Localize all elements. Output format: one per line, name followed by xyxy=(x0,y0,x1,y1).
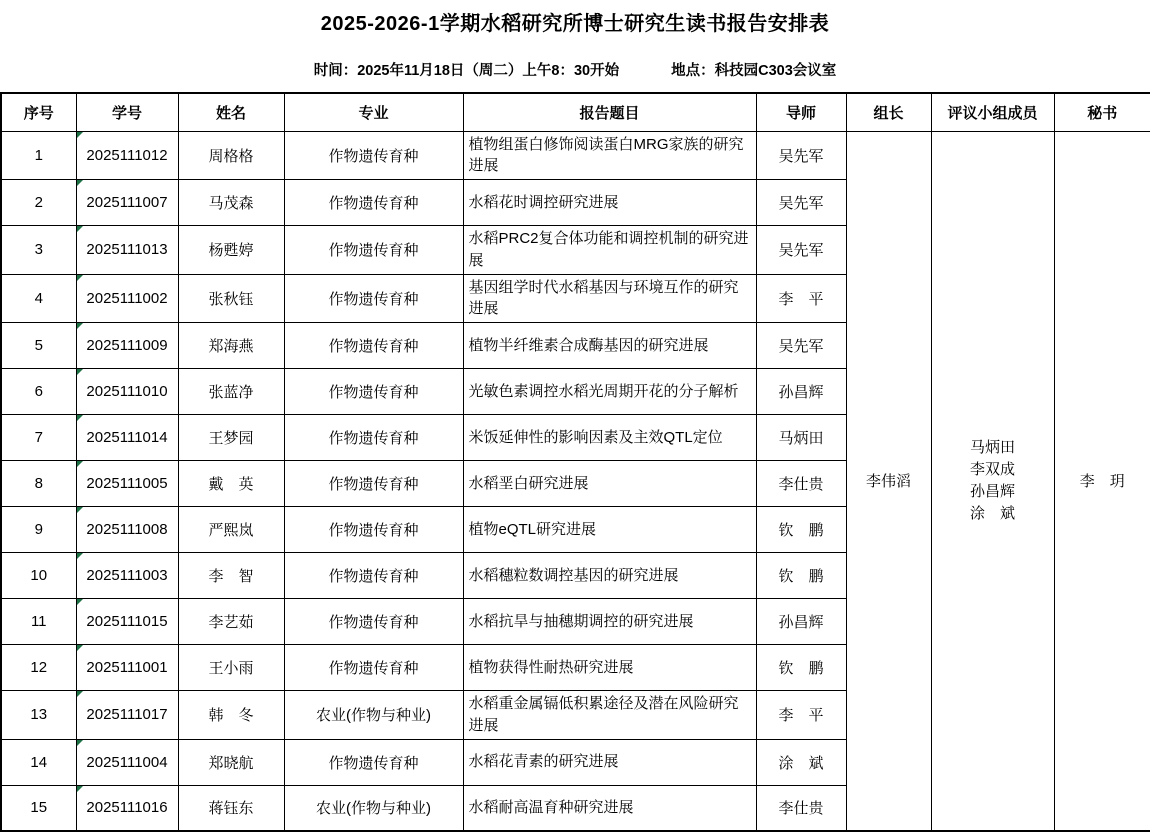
reviewer-name: 孙昌辉 xyxy=(969,482,1015,500)
supervisor-cell: 孙昌辉 xyxy=(756,599,846,645)
row-number-cell: 13 xyxy=(1,691,76,740)
row-number-cell: 4 xyxy=(1,274,76,323)
major-cell: 作物遗传育种 xyxy=(284,131,463,180)
topic-cell: 米饭延伸性的影响因素及主效QTL定位 xyxy=(463,415,756,461)
student-id-value: 2025111009 xyxy=(86,337,168,354)
reviewer-name: 李双成 xyxy=(969,460,1015,478)
supervisor-cell: 李仕贵 xyxy=(756,785,846,831)
student-id-value: 2025111002 xyxy=(86,289,168,307)
schedule-table xyxy=(0,92,1150,832)
supervisor-cell: 吴先军 xyxy=(756,131,846,180)
student-name-cell: 杨甦婷 xyxy=(178,226,284,275)
header-name: 姓名 xyxy=(178,93,284,131)
major-cell: 作物遗传育种 xyxy=(284,415,463,461)
student-id-value: 2025111003 xyxy=(86,567,168,584)
row-number-cell: 3 xyxy=(1,226,76,275)
page-title: 2025-2026-1学期水稻研究所博士研究生读书报告安排表 xyxy=(320,13,830,35)
text-format-marker-icon xyxy=(77,786,83,792)
major-cell: 作物遗传育种 xyxy=(284,226,463,275)
major-cell: 作物遗传育种 xyxy=(284,180,463,226)
row-number-cell: 7 xyxy=(1,415,76,461)
major-cell: 农业(作物与种业) xyxy=(284,691,463,740)
major-cell: 作物遗传育种 xyxy=(284,645,463,691)
supervisor-cell: 钦 鹏 xyxy=(756,553,846,599)
student-id-cell xyxy=(76,131,178,180)
supervisor-cell: 钦 鹏 xyxy=(756,645,846,691)
student-name-cell: 蒋钰东 xyxy=(178,785,284,831)
reviewer-name: 涂 斌 xyxy=(969,504,1015,522)
topic-cell: 水稻耐高温育种研究进展 xyxy=(463,785,756,831)
topic-cell: 水稻重金属镉低积累途径及潜在风险研究进展 xyxy=(463,691,756,740)
supervisor-cell: 吴先军 xyxy=(756,226,846,275)
student-name-cell: 张秋钰 xyxy=(178,274,284,323)
major-cell: 作物遗传育种 xyxy=(284,369,463,415)
student-id-value: 2025111004 xyxy=(86,753,168,771)
supervisor-cell: 马炳田 xyxy=(756,415,846,461)
text-format-marker-icon xyxy=(77,415,83,421)
topic-cell: 水稻抗旱与抽穗期调控的研究进展 xyxy=(463,599,756,645)
major-cell: 作物遗传育种 xyxy=(284,507,463,553)
supervisor-cell: 李 平 xyxy=(756,691,846,740)
major-cell: 作物遗传育种 xyxy=(284,461,463,507)
supervisor-cell: 吴先军 xyxy=(756,323,846,369)
topic-cell: 水稻穗粒数调控基因的研究进展 xyxy=(463,553,756,599)
student-id-cell xyxy=(76,691,178,740)
supervisor-cell: 李 平 xyxy=(756,274,846,323)
text-format-marker-icon xyxy=(77,323,83,329)
header-major: 专业 xyxy=(284,93,463,131)
schedule-meta xyxy=(0,59,1150,80)
student-id-value: 2025111014 xyxy=(86,429,168,446)
header-reviewers: 评议小组成员 xyxy=(931,93,1054,131)
row-number-cell: 8 xyxy=(1,461,76,507)
student-id-value: 2025111016 xyxy=(86,799,168,817)
student-id-cell xyxy=(76,323,178,369)
student-id-value: 2025111013 xyxy=(86,241,168,259)
student-id-cell xyxy=(76,180,178,226)
student-name-cell: 戴 英 xyxy=(178,461,284,507)
student-id-cell xyxy=(76,274,178,323)
student-id-cell xyxy=(76,785,178,831)
topic-cell: 水稻花时调控研究进展 xyxy=(463,180,756,226)
report-schedule-page xyxy=(0,7,1150,832)
student-id-value: 2025111012 xyxy=(86,146,168,164)
row-number-cell: 6 xyxy=(1,369,76,415)
topic-cell: 植物获得性耐热研究进展 xyxy=(463,645,756,691)
student-name-cell: 王小雨 xyxy=(178,645,284,691)
reviewers-cell xyxy=(931,131,1054,831)
student-id-cell xyxy=(76,415,178,461)
student-name-cell: 周格格 xyxy=(178,131,284,180)
topic-cell: 水稻垩白研究进展 xyxy=(463,461,756,507)
supervisor-cell: 吴先军 xyxy=(756,180,846,226)
text-format-marker-icon xyxy=(77,691,83,697)
student-name-cell: 郑海燕 xyxy=(178,323,284,369)
text-format-marker-icon xyxy=(77,461,83,467)
header-leader: 组长 xyxy=(846,93,931,131)
header-secretary: 秘书 xyxy=(1054,93,1150,131)
time-info: 时间：2025年11月18日（周二）上午8：30开始 xyxy=(313,63,620,79)
topic-cell: 植物eQTL研究进展 xyxy=(463,507,756,553)
major-cell: 作物遗传育种 xyxy=(284,599,463,645)
table-row xyxy=(1,131,1150,180)
supervisor-cell: 钦 鹏 xyxy=(756,507,846,553)
topic-cell: 光敏色素调控水稻光周期开花的分子解析 xyxy=(463,369,756,415)
row-number-cell: 15 xyxy=(1,785,76,831)
student-id-value: 2025111015 xyxy=(86,613,168,630)
major-cell: 作物遗传育种 xyxy=(284,323,463,369)
header-student-id: 学号 xyxy=(76,93,178,131)
major-cell: 农业(作物与种业) xyxy=(284,785,463,831)
student-id-value: 2025111008 xyxy=(86,521,168,538)
student-id-value: 2025111007 xyxy=(86,194,168,211)
student-id-cell xyxy=(76,226,178,275)
major-cell: 作物遗传育种 xyxy=(284,274,463,323)
row-number-cell: 10 xyxy=(1,553,76,599)
text-format-marker-icon xyxy=(77,645,83,651)
student-id-cell xyxy=(76,599,178,645)
student-id-cell xyxy=(76,553,178,599)
student-name-cell: 郑晓航 xyxy=(178,739,284,785)
topic-cell: 水稻花青素的研究进展 xyxy=(463,739,756,785)
topic-cell: 水稻PRC2复合体功能和调控机制的研究进展 xyxy=(463,226,756,275)
topic-cell: 基因组学时代水稻基因与环境互作的研究进展 xyxy=(463,274,756,323)
student-name-cell: 严熙岚 xyxy=(178,507,284,553)
text-format-marker-icon xyxy=(77,132,83,138)
row-number-cell: 11 xyxy=(1,599,76,645)
text-format-marker-icon xyxy=(77,599,83,605)
reviewer-name: 马炳田 xyxy=(969,438,1015,456)
student-id-cell xyxy=(76,369,178,415)
text-format-marker-icon xyxy=(77,553,83,559)
supervisor-cell: 涂 斌 xyxy=(756,739,846,785)
major-cell: 作物遗传育种 xyxy=(284,553,463,599)
text-format-marker-icon xyxy=(77,180,83,186)
row-number-cell: 1 xyxy=(1,131,76,180)
student-id-cell xyxy=(76,739,178,785)
header-row xyxy=(1,93,1150,131)
topic-cell: 植物半纤维素合成酶基因的研究进展 xyxy=(463,323,756,369)
row-number-cell: 9 xyxy=(1,507,76,553)
student-name-cell: 王梦园 xyxy=(178,415,284,461)
student-id-value: 2025111010 xyxy=(86,383,168,400)
text-format-marker-icon xyxy=(77,740,83,746)
header-supervisor: 导师 xyxy=(756,93,846,131)
location-info: 地点：科技园C303会议室 xyxy=(671,63,837,79)
row-number-cell: 2 xyxy=(1,180,76,226)
text-format-marker-icon xyxy=(77,507,83,513)
topic-cell: 植物组蛋白修饰阅读蛋白MRG家族的研究进展 xyxy=(463,131,756,180)
text-format-marker-icon xyxy=(77,369,83,375)
student-id-cell xyxy=(76,645,178,691)
text-format-marker-icon xyxy=(77,226,83,232)
student-id-value: 2025111005 xyxy=(86,475,168,492)
student-id-value: 2025111017 xyxy=(86,706,168,724)
row-number-cell: 5 xyxy=(1,323,76,369)
header-topic: 报告题目 xyxy=(463,93,756,131)
secretary-cell: 李 玥 xyxy=(1054,131,1150,831)
text-format-marker-icon xyxy=(77,275,83,281)
major-cell: 作物遗传育种 xyxy=(284,739,463,785)
supervisor-cell: 孙昌辉 xyxy=(756,369,846,415)
student-id-cell xyxy=(76,461,178,507)
student-name-cell: 李艺茹 xyxy=(178,599,284,645)
supervisor-cell: 李仕贵 xyxy=(756,461,846,507)
student-name-cell: 李 智 xyxy=(178,553,284,599)
student-name-cell: 张蓝净 xyxy=(178,369,284,415)
student-name-cell: 韩 冬 xyxy=(178,691,284,740)
group-leader-cell: 李伟滔 xyxy=(846,131,931,831)
student-id-cell xyxy=(76,507,178,553)
row-number-cell: 12 xyxy=(1,645,76,691)
student-id-value: 2025111001 xyxy=(86,659,168,676)
row-number-cell: 14 xyxy=(1,739,76,785)
header-no: 序号 xyxy=(1,93,76,131)
student-name-cell: 马茂森 xyxy=(178,180,284,226)
